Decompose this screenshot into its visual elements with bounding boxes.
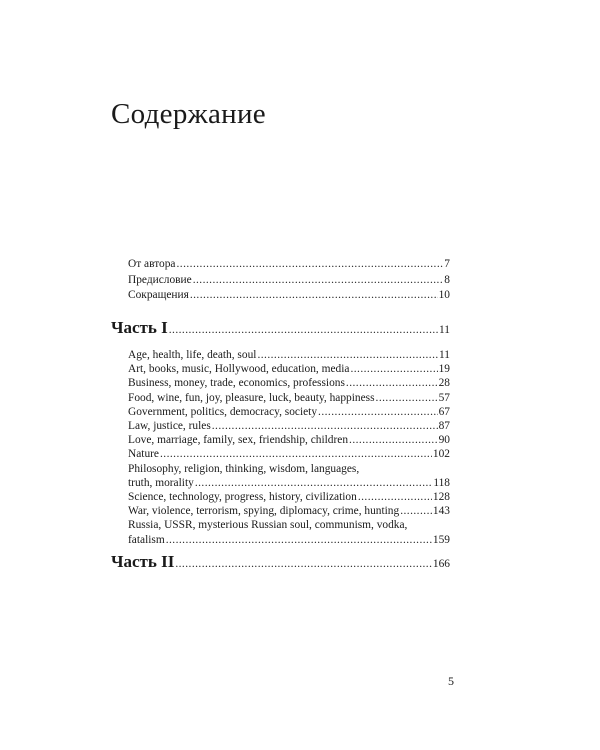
toc-entry-page: 166 <box>432 558 450 570</box>
chapter-list <box>128 348 450 547</box>
dot-leader <box>193 273 444 289</box>
toc-entry-label: truth, morality <box>128 476 194 489</box>
toc-entry[interactable] <box>128 362 450 376</box>
toc-entry-page: 7 <box>444 258 450 270</box>
toc-entry-label: Art, books, music, Hollywood, education, media <box>128 363 350 376</box>
toc-entry-label: Government, politics, democracy, society <box>128 405 318 418</box>
toc-entry-label: Science, technology, progress, history, civilization <box>128 491 357 504</box>
dot-leader <box>349 433 438 447</box>
dot-leader <box>350 362 437 376</box>
toc-entry[interactable] <box>128 405 450 419</box>
dot-leader <box>318 405 438 419</box>
toc-entry-label: От автора <box>128 258 176 270</box>
toc-entry-first-line: Russia, USSR, mysterious Russian soul, communism, vodka, <box>128 519 408 532</box>
toc-entry-label: Law, justice, rules <box>128 420 211 433</box>
toc-entry-label: Business, money, trade, economics, professions <box>128 377 345 390</box>
toc-entry-page: 8 <box>444 273 450 286</box>
toc-entry-page: 87 <box>438 420 450 433</box>
toc-entry-label: Age, health, life, death, soul <box>128 349 257 361</box>
toc-entry[interactable] <box>128 433 450 447</box>
toc-entry[interactable] <box>128 476 450 490</box>
toc-entry-page: 159 <box>432 533 450 546</box>
toc-part-1[interactable] <box>111 318 450 338</box>
toc-entry-page: 28 <box>438 377 450 390</box>
toc-entry-page: 90 <box>438 434 450 447</box>
part-heading: Часть II <box>111 552 175 571</box>
toc-entry-page: 143 <box>432 505 450 518</box>
dot-leader <box>257 348 438 362</box>
toc-entry-author[interactable] <box>128 257 450 273</box>
dot-leader <box>166 533 432 547</box>
toc-entry-page: 102 <box>432 448 450 461</box>
page-title: Содержание <box>111 98 266 130</box>
toc-entry[interactable] <box>128 348 450 362</box>
toc-entry[interactable] <box>128 533 450 547</box>
toc-entry[interactable] <box>128 376 450 390</box>
dot-leader <box>169 324 438 336</box>
toc-entry-page: 67 <box>438 405 450 418</box>
dot-leader <box>212 419 438 433</box>
toc-entry-page: 57 <box>438 391 450 404</box>
toc-entry-first-line: Philosophy, religion, thinking, wisdom, languages, <box>128 462 360 475</box>
toc-entry[interactable] <box>128 490 450 504</box>
dot-leader <box>400 504 432 518</box>
dot-leader <box>346 376 438 390</box>
toc-entry-page: 118 <box>433 476 450 489</box>
toc-entry[interactable] <box>128 504 450 518</box>
dot-leader <box>358 490 432 504</box>
front-matter-list <box>128 257 450 304</box>
toc-entry-label: Love, marriage, family, sex, friendship, children <box>128 434 349 447</box>
dot-leader <box>160 447 432 461</box>
dot-leader <box>175 558 432 570</box>
dot-leader <box>195 476 433 490</box>
toc-entry[interactable] <box>128 391 450 405</box>
toc-entry-page: 19 <box>438 363 450 376</box>
toc-entry-label: Сокращения <box>128 289 189 301</box>
toc-entry-page: 11 <box>439 349 450 361</box>
part-heading: Часть I <box>111 318 168 337</box>
toc-entry-page: 128 <box>432 491 450 504</box>
toc-entry-preface[interactable] <box>128 273 450 289</box>
toc-entry[interactable] <box>128 447 450 461</box>
toc-entry-label: fatalism <box>128 533 165 546</box>
toc-entry-abbreviations[interactable] <box>128 288 450 304</box>
toc-entry-label: Nature <box>128 448 159 461</box>
toc-entry[interactable] <box>128 419 450 433</box>
toc-entry-label: Предисловие <box>128 273 192 286</box>
toc-entry-label: Food, wine, fun, joy, pleasure, luck, beauty, happiness <box>128 391 375 404</box>
toc-entry-page: 10 <box>438 289 450 301</box>
dot-leader <box>376 391 438 405</box>
toc-entry-label: War, violence, terrorism, spying, diplomacy, crime, hunting <box>128 505 400 518</box>
page-number: 5 <box>448 674 454 688</box>
toc-part-2[interactable] <box>111 552 450 572</box>
dot-leader <box>176 257 443 273</box>
toc-entry-page: 11 <box>439 324 450 336</box>
dot-leader <box>190 288 438 304</box>
